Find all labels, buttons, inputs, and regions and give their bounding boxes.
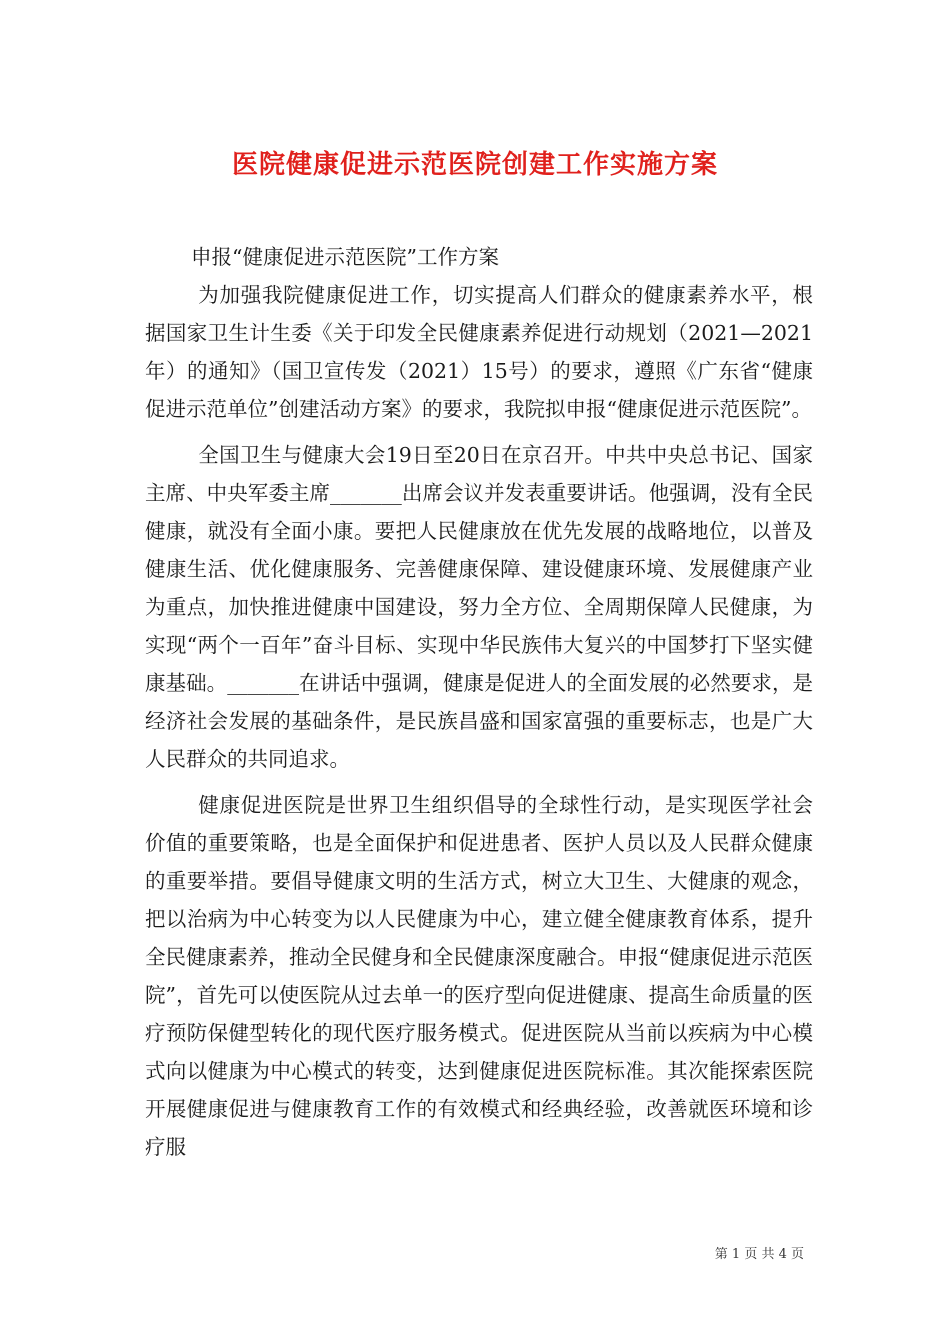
page-title: 医院健康促进示范医院创建工作实施方案 xyxy=(231,150,718,181)
paragraph-2: 全国卫生与健康大会19日至20日在京召开。中共中央总书记、国家主席、中央军委主席_______出席会议并发表重要讲话。他强调，没有全民健康，就没有全面小康。要把人民健康放在优先发展的战略地位，以普及健康生活、优化健康服务、完善健康保障、建设健康环境、发展健康产业为重点，加快推进健康中国建设，努力全方位、全周期保障人民健康，为实现“两个一百年”奋斗目标、实现中华民族伟大复兴的中国梦打下坚实健康基础。_______在讲话中强调，健康是促进人的全面发展的必然要求，是经济社会发展的基础条件，是民族昌盛和国家富强的重要标志，也是广大人民群众的共同追求。 xyxy=(145,443,813,771)
page-number: 第 1 页 共 4 页 xyxy=(714,1247,804,1262)
paragraph-1: 为加强我院健康促进工作，切实提高人们群众的健康素养水平，根据国家卫生计生委《关于印发全民健康素养促进行动规划（2021—2021年）的通知》（国卫宣传发（2021）15号）的要求，遵照《广东省“健康促进示范单位”创建活动方案》的要求，我院拟申报“健康促进示范医院”。 xyxy=(145,283,813,421)
document-body xyxy=(145,238,813,1166)
paragraph-3: 健康促进医院是世界卫生组织倡导的全球性行动，是实现医学社会价值的重要策略，也是全面保护和促进患者、医护人员以及人民群众健康的重要举措。要倡导健康文明的生活方式，树立大卫生、大健康的观念，把以治病为中心转变为以人民健康为中心，建立健全健康教育体系，提升全民健康素养，推动全民健身和全民健康深度融合。申报“健康促进示范医院”，首先可以使医院从过去单一的医疗型向促进健康、提高生命质量的医疗预防保健型转化的现代医疗服务模式。促进医院从当前以疾病为中心模式向以健康为中心模式的转变，达到健康促进医院标准。其次能探索医院开展健康促进与健康教育工作的有效模式和经典经验，改善就医环境和诊疗服 xyxy=(145,793,813,1159)
document-subtitle: 申报“健康促进示范医院”工作方案 xyxy=(191,245,499,269)
